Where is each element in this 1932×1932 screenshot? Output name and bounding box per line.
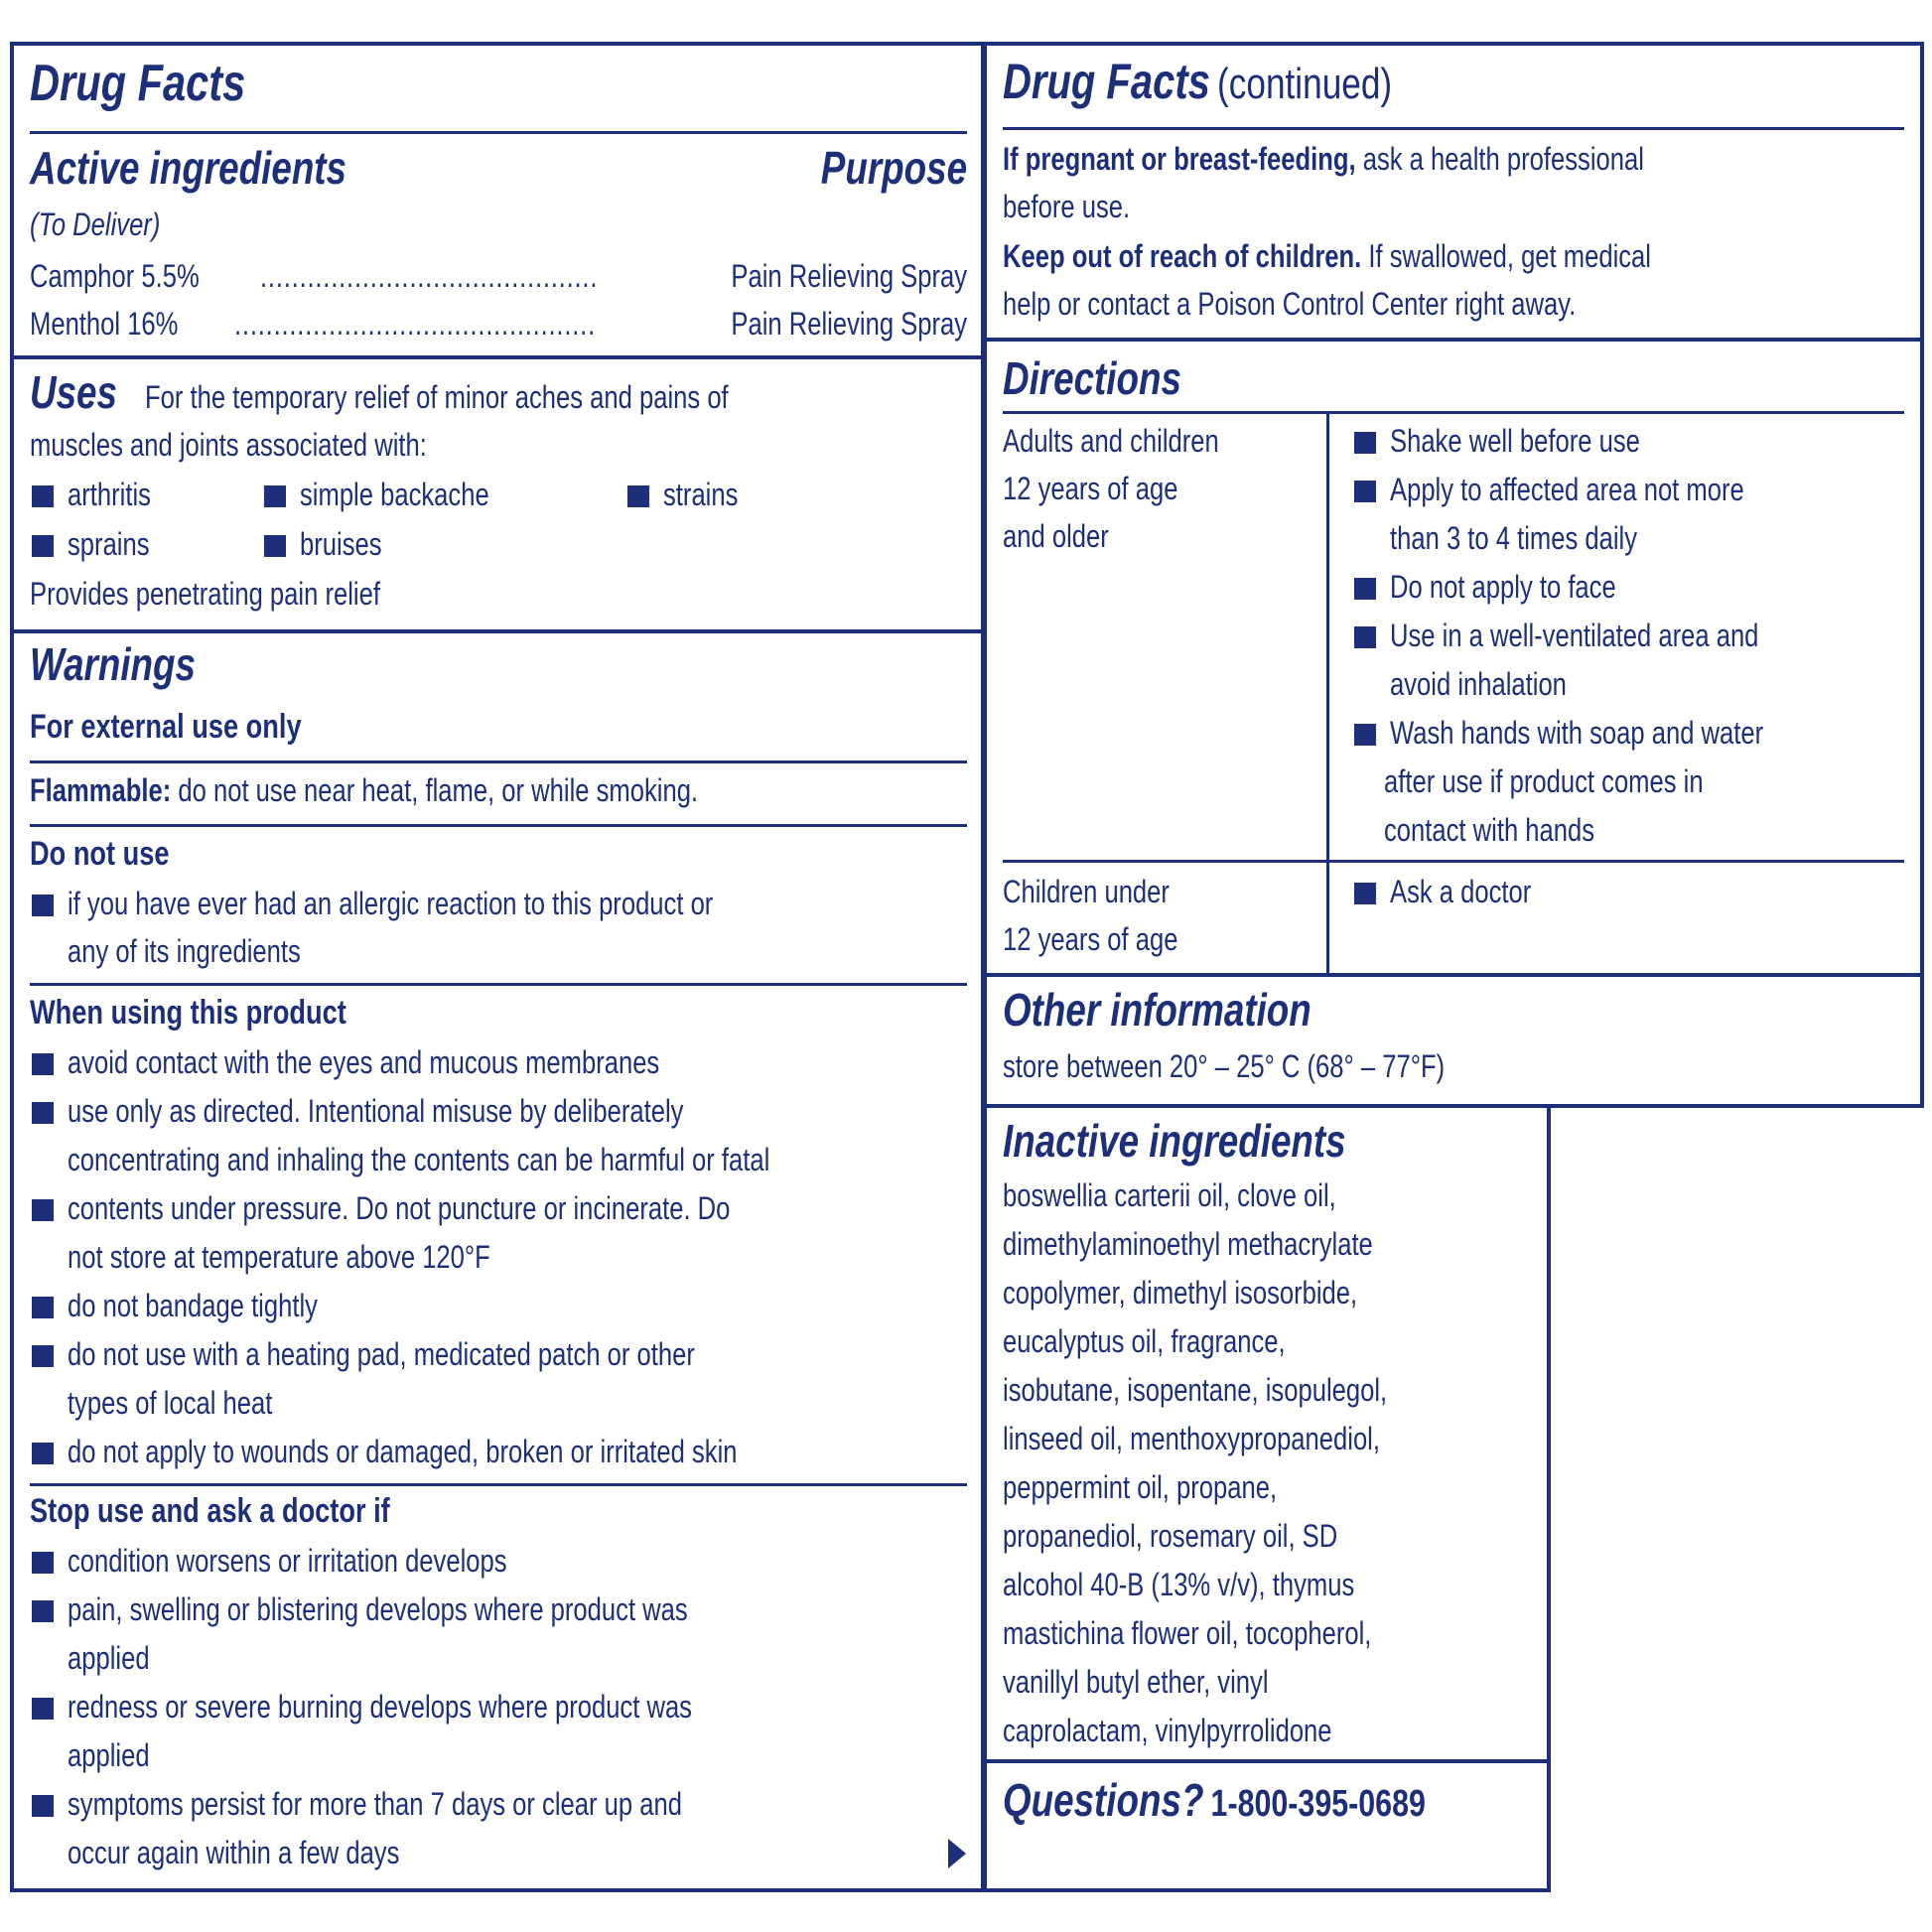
direction-item: contact with hands <box>1384 812 1595 848</box>
purpose-heading: Purpose <box>820 142 967 194</box>
other-information-heading: Other information <box>1003 984 1311 1035</box>
square-bullet-icon <box>1354 626 1376 648</box>
direction-item: avoid inhalation <box>1390 666 1567 702</box>
continue-arrow-icon <box>948 1839 966 1868</box>
uses-intro-line: For the temporary relief of minor aches and pains of <box>145 379 729 415</box>
square-bullet-icon <box>32 1552 54 1574</box>
square-bullet-icon <box>264 485 286 507</box>
warning-item: if you have ever had an allergic reaction to this product or <box>68 886 714 921</box>
square-bullet-icon <box>32 535 54 557</box>
square-bullet-icon <box>32 1053 54 1075</box>
flammable-label: Flammable: <box>30 772 172 808</box>
uses-note: Provides penetrating pain relief <box>30 576 380 612</box>
use-item: strains <box>663 477 739 512</box>
square-bullet-icon <box>32 1698 54 1720</box>
direction-item: after use if product comes in <box>1384 763 1704 799</box>
square-bullet-icon <box>1354 883 1376 904</box>
square-bullet-icon <box>32 895 54 916</box>
adults-label: and older <box>1003 518 1109 554</box>
warning-item: contents under pressure. Do not puncture or incinerate. Do <box>68 1190 731 1226</box>
square-bullet-icon <box>1354 578 1376 600</box>
warning-item: types of local heat <box>68 1385 273 1421</box>
warning-item: condition worsens or irritation develops <box>68 1543 507 1579</box>
square-bullet-icon <box>32 1600 54 1622</box>
questions-line <box>1003 1773 1426 1835</box>
to-deliver-note: (To Deliver) <box>30 207 161 242</box>
square-bullet-icon <box>32 1297 54 1318</box>
inactive-line: linseed oil, menthoxypropanediol, <box>1003 1421 1380 1456</box>
warning-item: do not use with a heating pad, medicated patch or other <box>68 1336 695 1372</box>
warnings-rule <box>30 824 967 827</box>
direction-item: Do not apply to face <box>1390 569 1616 605</box>
square-bullet-icon <box>32 1199 54 1221</box>
direction-item: Wash hands with soap and water <box>1390 715 1764 751</box>
square-bullet-icon <box>627 485 649 507</box>
ingredient-name: Camphor 5.5% <box>30 258 200 294</box>
keep-out-text: If swallowed, get medical <box>1368 238 1651 274</box>
flammable-warning <box>30 770 698 810</box>
use-item: bruises <box>300 526 382 562</box>
external-use-note: For external use only <box>30 708 302 746</box>
warning-item: applied <box>68 1737 150 1773</box>
warning-item: use only as directed. Intentional misuse by deliberately <box>68 1093 684 1129</box>
pregnant-text-line: before use. <box>1003 189 1131 224</box>
active-ingredients-heading: Active ingredients <box>30 142 347 194</box>
flammable-text: do not use near heat, flame, or while smoking. <box>178 772 699 808</box>
inactive-line: copolymer, dimethyl isosorbide, <box>1003 1275 1358 1311</box>
pregnant-text: ask a health professional <box>1362 141 1644 177</box>
inactive-ingredients-heading: Inactive ingredients <box>1003 1115 1346 1167</box>
pregnant-label: If pregnant or breast-feeding, <box>1003 141 1356 177</box>
ingredient-leader: .............................................. <box>234 306 596 342</box>
title-rule <box>30 131 967 134</box>
directions-heading: Directions <box>1003 352 1181 404</box>
warning-item: any of its ingredients <box>68 933 301 969</box>
keep-out-text-line: help or contact a Poison Control Center right away. <box>1003 286 1577 322</box>
warning-item: occur again within a few days <box>68 1835 400 1870</box>
square-bullet-icon <box>264 535 286 557</box>
square-bullet-icon <box>32 1795 54 1817</box>
questions-heading: Questions? <box>1003 1774 1204 1826</box>
uses-heading: Uses <box>30 366 117 418</box>
uses-intro-line: muscles and joints associated with: <box>30 427 427 463</box>
square-bullet-icon <box>32 1102 54 1124</box>
direction-item: Apply to affected area not more <box>1390 472 1744 507</box>
children-label: 12 years of age <box>1003 921 1178 957</box>
inactive-line: dimethylaminoethyl methacrylate <box>1003 1226 1373 1262</box>
warnings-rule <box>30 1483 967 1486</box>
continued-title-rule <box>1003 127 1904 130</box>
direction-item: Ask a doctor <box>1390 874 1532 909</box>
warning-item: do not apply to wounds or damaged, broken or irritated skin <box>68 1434 738 1469</box>
inactive-line: eucalyptus oil, fragrance, <box>1003 1323 1286 1359</box>
warning-item: avoid contact with the eyes and mucous membranes <box>68 1044 660 1080</box>
square-bullet-icon <box>1354 432 1376 454</box>
warnings-rule <box>30 760 967 763</box>
do-not-use-heading: Do not use <box>30 835 170 873</box>
pregnant-warning <box>1003 139 1644 179</box>
warning-item: not store at temperature above 120°F <box>68 1239 490 1275</box>
drug-facts-continued-title <box>1003 52 1392 117</box>
warnings-rule <box>30 983 967 986</box>
drug-facts-title: Drug Facts <box>30 55 246 112</box>
square-bullet-icon <box>32 1345 54 1367</box>
use-item: simple backache <box>300 477 489 512</box>
warning-item: redness or severe burning develops where product was <box>68 1689 692 1725</box>
adults-label: Adults and children <box>1003 423 1219 459</box>
continued-title-suffix: (continued) <box>1217 60 1393 108</box>
stop-use-heading: Stop use and ask a doctor if <box>30 1492 390 1530</box>
direction-item: Use in a well-ventilated area and <box>1390 618 1759 653</box>
warnings-heading: Warnings <box>30 638 196 690</box>
inactive-line: propanediol, rosemary oil, SD <box>1003 1518 1338 1554</box>
keep-out-warning <box>1003 236 1651 276</box>
inactive-line: vanillyl butyl ether, vinyl <box>1003 1664 1269 1700</box>
direction-item: Shake well before use <box>1390 423 1640 459</box>
directions-rule <box>1003 860 1904 863</box>
warning-item: do not bandage tightly <box>68 1288 318 1323</box>
inactive-line: boswellia carterii oil, clove oil, <box>1003 1177 1336 1213</box>
inactive-line: mastichina flower oil, tocopherol, <box>1003 1615 1372 1651</box>
phone-number: 1-800-395-0689 <box>1210 1783 1426 1825</box>
square-bullet-icon <box>1354 724 1376 746</box>
use-item: sprains <box>68 526 150 562</box>
use-item: arthritis <box>68 477 151 512</box>
keep-out-label: Keep out of reach of children. <box>1003 238 1362 274</box>
ingredient-purpose: Pain Relieving Spray <box>731 258 967 294</box>
ingredient-name: Menthol 16% <box>30 306 179 342</box>
children-label: Children under <box>1003 874 1170 909</box>
warning-item: concentrating and inhaling the contents can be harmful or fatal <box>68 1142 770 1177</box>
inactive-line: isobutane, isopentane, isopulegol, <box>1003 1372 1388 1408</box>
warning-item: symptoms persist for more than 7 days or clear up and <box>68 1786 682 1822</box>
square-bullet-icon <box>1354 481 1376 502</box>
inactive-line: caprolactam, vinylpyrrolidone <box>1003 1713 1332 1748</box>
inactive-line: alcohol 40-B (13% v/v), thymus <box>1003 1567 1355 1602</box>
direction-item: than 3 to 4 times daily <box>1390 520 1638 556</box>
inactive-line: peppermint oil, propane, <box>1003 1469 1278 1505</box>
directions-divider <box>1326 411 1329 977</box>
ingredient-purpose: Pain Relieving Spray <box>731 306 967 342</box>
adults-label: 12 years of age <box>1003 471 1178 506</box>
when-using-heading: When using this product <box>30 994 346 1032</box>
warning-item: pain, swelling or blistering develops where product was <box>68 1591 688 1627</box>
directions-rule <box>1003 411 1904 414</box>
ingredient-leader: ........................................... <box>260 258 599 294</box>
warning-item: applied <box>68 1640 150 1676</box>
storage-text: store between 20° – 25° C (68° – 77°F) <box>1003 1048 1446 1084</box>
continued-title-main: Drug Facts <box>1003 54 1210 109</box>
square-bullet-icon <box>32 1443 54 1464</box>
square-bullet-icon <box>32 485 54 507</box>
